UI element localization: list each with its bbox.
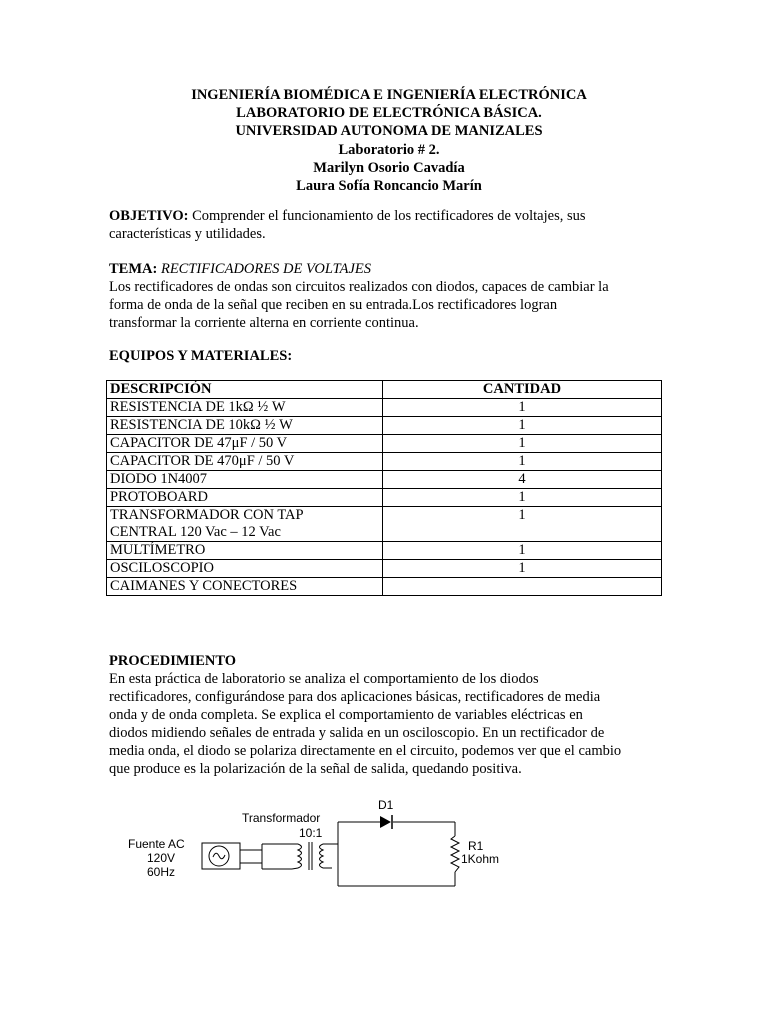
row-quantity: 4: [383, 471, 662, 489]
row-description: MULTÍMETRO: [107, 542, 383, 560]
row-description: CAPACITOR DE 47μF / 50 V: [107, 435, 383, 453]
procedimiento-text-2: rectificadores, configurándose para dos aplicaciones básicas, rectificadores de media: [109, 689, 601, 705]
tema-label: TEMA:: [109, 261, 158, 277]
objetivo-label: OBJETIVO:: [109, 208, 189, 224]
diode-symbol: [380, 815, 392, 829]
materials-table: [106, 380, 662, 596]
row-description: [107, 507, 383, 542]
header-lab-name: LABORATORIO DE ELECTRÓNICA BÁSICA.: [236, 105, 542, 122]
circuit-wires: [332, 822, 455, 886]
procedimiento-text-3: onda y de onda completa. Se explica el comportamiento de variables eléctricas en: [109, 707, 583, 723]
row-description: CAIMANES Y CONECTORES: [107, 578, 383, 596]
table-header-row: [107, 381, 662, 399]
diode-label: D1: [378, 798, 394, 812]
row-quantity: 1: [383, 399, 662, 417]
objetivo-section: [109, 207, 669, 243]
column-header-quantity: CANTIDAD: [383, 381, 662, 399]
table-row: [107, 453, 662, 471]
tema-title: RECTIFICADORES DE VOLTAJES: [157, 261, 372, 277]
source-voltage-label: 120V: [147, 851, 176, 865]
row-description-line-2: CENTRAL 120 Vac – 12 Vac: [110, 524, 281, 540]
column-header-description: DESCRIPCIÓN: [107, 381, 383, 399]
procedimiento-heading: PROCEDIMIENTO: [109, 653, 237, 669]
row-quantity: 1: [383, 453, 662, 471]
procedimiento-text-1: En esta práctica de laboratorio se analiza el comportamiento de los diodos: [109, 671, 539, 687]
row-quantity: 1: [383, 542, 662, 560]
row-quantity: 1: [383, 507, 662, 542]
row-quantity: 1: [383, 417, 662, 435]
equipos-heading: EQUIPOS Y MATERIALES:: [109, 348, 293, 364]
resistor-value-label: 1Kohm: [461, 852, 500, 866]
row-quantity: [383, 578, 662, 596]
procedimiento-text-5: media onda, el diodo se polariza directamente en el circuito, podemos ver que el cambio: [109, 743, 622, 759]
row-quantity: 1: [383, 435, 662, 453]
source-label: Fuente AC: [128, 837, 185, 851]
row-quantity: 1: [383, 489, 662, 507]
half-wave-rectifier-circuit-diagram: [120, 790, 500, 890]
table-row: [107, 507, 662, 542]
procedimiento-text-6: que produce es la polarización de la señal de salida, quedando positiva.: [109, 761, 522, 777]
resistor-symbol: [451, 836, 459, 872]
row-description: CAPACITOR DE 470μF / 50 V: [107, 453, 383, 471]
row-description: RESISTENCIA DE 1kΩ ½ W: [107, 399, 383, 417]
source-frequency-label: 60Hz: [147, 865, 176, 879]
header-author-2: Laura Sofía Roncancio Marín: [296, 178, 482, 195]
table-row: [107, 542, 662, 560]
header-faculty: INGENIERÍA BIOMÉDICA E INGENIERÍA ELECTRÓNICA: [191, 87, 587, 103]
tema-section: [109, 260, 669, 332]
table-row: [107, 560, 662, 578]
tema-text-3: transformar la corriente alterna en corriente continua.: [109, 315, 419, 331]
header-lab-number: Laboratorio # 2.: [338, 141, 440, 158]
procedimiento-section: [109, 652, 669, 778]
resistor-label: R1: [468, 839, 484, 853]
tema-text-1: Los rectificadores de ondas son circuitos realizados con diodos, capaces de cambiar la: [109, 279, 609, 295]
ac-source-symbol: [202, 843, 292, 869]
objetivo-text-1: Comprender el funcionamiento de los rectificadores de voltajes, sus: [188, 208, 586, 224]
row-description: OSCILOSCOPIO: [107, 560, 383, 578]
transformer-ratio-label: 10:1: [299, 826, 323, 840]
table-row: [107, 471, 662, 489]
transformer-symbol: [292, 842, 332, 870]
transformer-label: Transformador: [242, 811, 321, 825]
table-row: [107, 399, 662, 417]
objetivo-text-2: características y utilidades.: [109, 226, 266, 242]
row-description-line-1: TRANSFORMADOR CON TAP: [110, 507, 304, 523]
row-quantity: 1: [383, 560, 662, 578]
row-description: PROTOBOARD: [107, 489, 383, 507]
table-row: [107, 578, 662, 596]
table-row: [107, 489, 662, 507]
procedimiento-text-4: diodos midiendo señales de entrada y salida en un osciloscopio. En un rectificador de: [109, 725, 605, 741]
row-description: RESISTENCIA DE 10kΩ ½ W: [107, 417, 383, 435]
document-header: [0, 86, 768, 195]
header-university: UNIVERSIDAD AUTONOMA DE MANIZALES: [235, 123, 543, 140]
header-author-1: Marilyn Osorio Cavadía: [313, 159, 465, 176]
tema-text-2: forma de onda de la señal que reciben en su entrada.Los rectificadores logran: [109, 297, 558, 313]
table-row: [107, 435, 662, 453]
row-description: DIODO 1N4007: [107, 471, 383, 489]
table-row: [107, 417, 662, 435]
